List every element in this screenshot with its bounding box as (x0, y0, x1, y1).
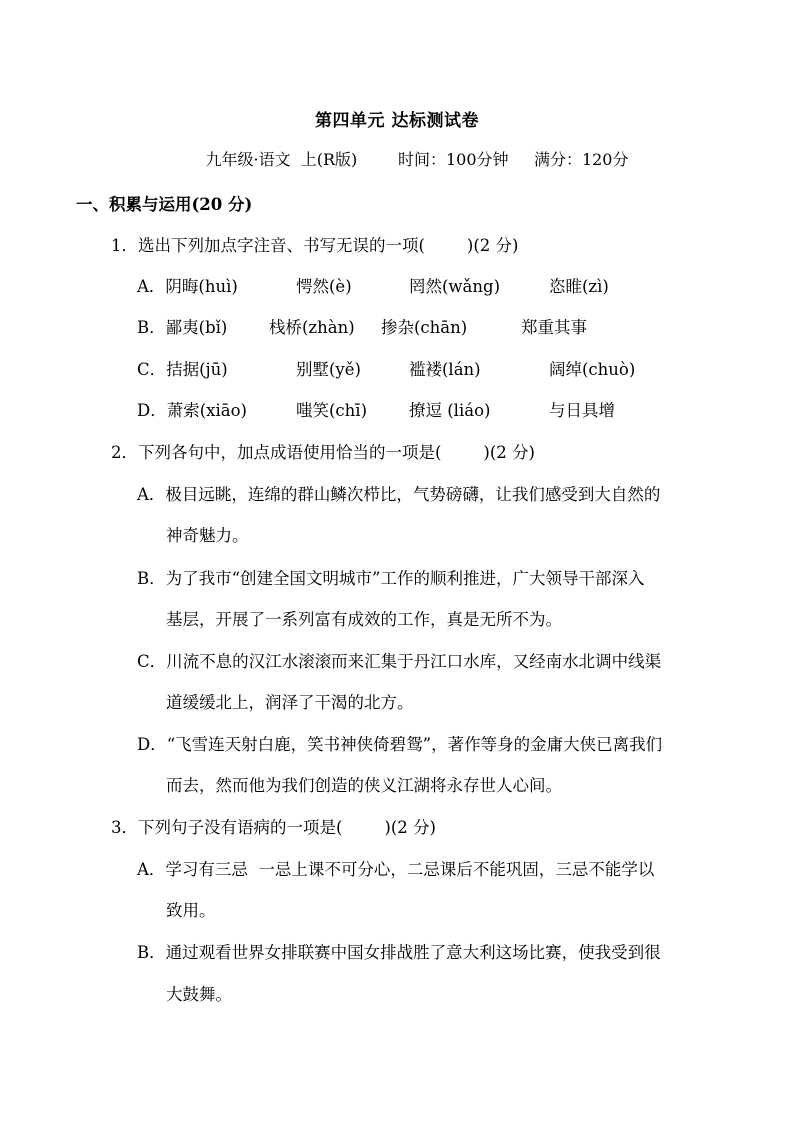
question-1-stem: 1．选出下列加点字注音、书写无误的一项( )(2 分) (111, 236, 519, 255)
q1-c-item-4: 阔绰(chuò) (549, 360, 636, 379)
q2-option-b-line-2: 基层，开展了一系列富有成效的工作，真是无所不为。 (166, 610, 562, 629)
q2-option-a-line-1: A．极目远眺，连绵的群山鳞次栉比，气势磅礴，让我们感受到大自然的 (137, 485, 661, 504)
q1-a-item-2: 愕然(è) (296, 277, 352, 296)
q1-d-item-2: 嗤笑(chī) (296, 401, 368, 420)
q1-a-item-3: 罔然(wǎng) (409, 277, 501, 296)
q1-b-item-3: 掺杂(chān) (381, 318, 468, 337)
q1-c-item-3: 褴褛(lán) (409, 360, 481, 379)
q1-d-item-3: 撩逗 (liáo) (409, 401, 491, 420)
q2-option-d-line-1: D．“飞雪连天射白鹿，笑书神侠倚碧鸳”，著作等身的金庸大侠已离我们 (137, 735, 663, 754)
q1-c-item-2: 别墅(yě) (296, 360, 361, 379)
q3-option-a-line-2: 致用。 (166, 901, 216, 920)
q1-a-item-4: 恣睢(zì) (549, 277, 609, 296)
q1-b-item-2: 栈桥(zhàn) (269, 318, 355, 337)
q1-a-item-1: A．阴晦(huì) (137, 277, 238, 296)
section-heading: 一、积累与运用(20 分) (76, 195, 253, 214)
q1-c-item-1: C．拮据(jū) (137, 360, 228, 379)
q3-option-b-line-1: B．通过观看世界女排联赛中国女排战胜了意大利这场比赛，使我受到很 (137, 943, 661, 962)
q1-b-item-4: 郑重其事 (521, 318, 587, 337)
q3-option-b-line-2: 大鼓舞。 (166, 985, 232, 1004)
q2-option-c-line-1: C．川流不息的汉江水滚滚而来汇集于丹江口水库，又经南水北调中线渠 (137, 652, 662, 671)
question-3-stem: 3．下列句子没有语病的一项是( )(2 分) (111, 818, 436, 837)
q1-d-item-1: D．萧索(xiāo) (137, 401, 247, 420)
q2-option-c-line-2: 道缓缓北上，润泽了干渴的北方。 (166, 693, 414, 712)
q2-option-b-line-1: B．为了我市“创建全国文明城市”工作的顺利推进，广大领导干部深入 (137, 569, 645, 588)
q3-option-a-line-1: A．学习有三忌 一忌上课不可分心，二忌课后不能巩固，三忌不能学以 (137, 860, 655, 879)
page-title: 第四单元 达标测试卷 (315, 111, 479, 131)
q2-option-a-line-2: 神奇魅力。 (166, 526, 249, 545)
exam-info: 九年级·语文 上(R版) 时间：100分钟 满分：120分 (205, 150, 629, 169)
question-2-stem: 2．下列各句中，加点成语使用恰当的一项是( )(2 分) (111, 443, 535, 462)
q1-d-item-4: 与日具增 (549, 401, 615, 420)
q1-b-item-1: B．鄙夷(bǐ) (137, 318, 228, 337)
q2-option-d-line-2: 而去，然而他为我们创造的侠义江湖将永存世人心间。 (166, 776, 562, 795)
